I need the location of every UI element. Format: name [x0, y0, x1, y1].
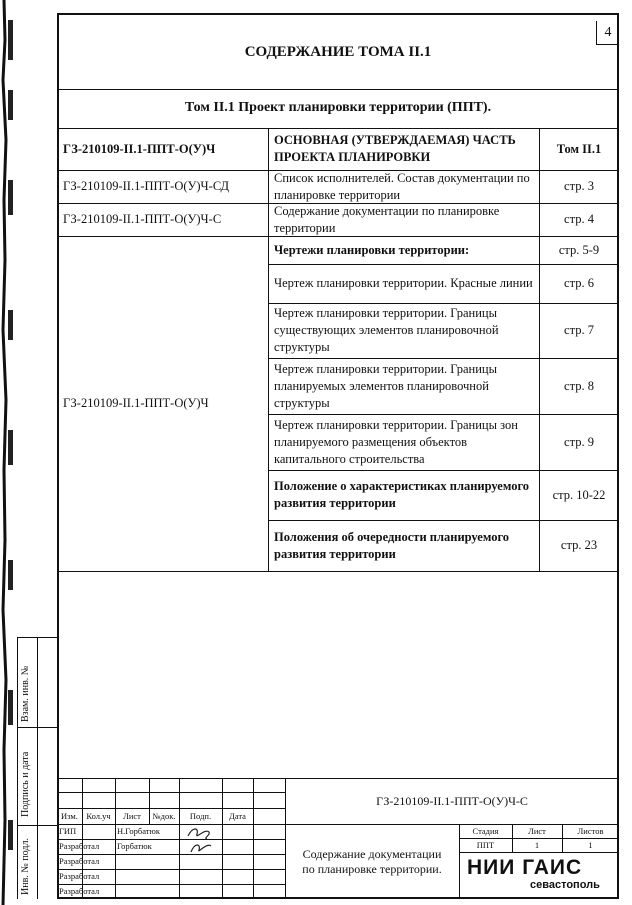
- group-row-page: стр. 6: [564, 276, 594, 290]
- group-row-page: стр. 10-22: [552, 487, 606, 502]
- stamp-doc-title: Содержание документации по планировке территории.: [302, 846, 442, 876]
- header-page: Том II.1: [556, 141, 602, 156]
- stamp-name: Горбатюк: [117, 841, 152, 851]
- header-code: ГЗ-210109-II.1-ППТ-О(У)Ч: [63, 141, 216, 156]
- side-label-podpis: Подпись и дата: [20, 751, 31, 817]
- group-row-text: Положение о характеристиках планируемого развития территории: [274, 479, 530, 510]
- stamp-role: Разработал: [59, 856, 100, 866]
- col-header: Подп.: [189, 810, 212, 821]
- group-code: ГЗ-210109-II.1-ППТ-О(У)Ч: [63, 396, 209, 410]
- col-header: Дата: [229, 810, 246, 821]
- group-row-text: Положения об очередности планируемого развития территории: [274, 529, 510, 561]
- sheet-value: 1: [534, 839, 540, 850]
- col-header: №док.: [152, 810, 176, 821]
- col-header: Изм.: [61, 810, 78, 821]
- divider: [57, 89, 619, 90]
- table-row-code: ГЗ-210109-II.1-ППТ-О(У)Ч-СД: [63, 179, 230, 193]
- group-row-text: Чертеж планировки территории. Красные линии: [274, 276, 533, 290]
- page-number: 4: [596, 21, 619, 45]
- sheets-value: 1: [588, 839, 593, 850]
- stamp-role: Разработал: [59, 841, 100, 851]
- group-row-page: стр. 9: [564, 434, 594, 449]
- contents-table: [57, 128, 619, 572]
- group-row-text: Чертеж планировки территории. Границы существующих элементов планировочной структуры: [274, 306, 499, 354]
- stamp-role: Разработал: [59, 886, 100, 896]
- binding-edge: [0, 0, 14, 905]
- group-row-page: стр. 5-9: [558, 242, 600, 257]
- group-row-page: стр. 23: [560, 538, 598, 552]
- stage-label: Стадия: [472, 825, 499, 836]
- table-row-page: стр. 4: [564, 212, 594, 226]
- stamp-role: ГИП: [59, 826, 77, 836]
- group-row-page: стр. 7: [564, 323, 594, 337]
- sheets-label: Листов: [577, 825, 604, 836]
- table-row-page: стр. 3: [564, 179, 594, 193]
- side-label-inv: Инв. № подл.: [20, 838, 31, 895]
- sheet-label: Лист: [528, 825, 546, 836]
- table-row-text: Содержание документации по планировке территории: [274, 203, 500, 235]
- group-row-page: стр. 8: [564, 378, 594, 393]
- side-label-vzam: Взам. инв. №: [20, 665, 31, 722]
- title-block: [57, 778, 619, 899]
- org-logo: [467, 856, 615, 896]
- volume-subtitle: Том II.1 Проект планировки территории (ППТ).: [184, 100, 492, 115]
- table-row-text: Список исполнителей. Состав документации по планировке территории: [274, 170, 530, 202]
- header-section: ОСНОВНАЯ (УТВЕРЖДАЕМАЯ) ЧАСТЬ ПРОЕКТА ПЛАНИРОВКИ: [274, 133, 516, 164]
- stamp-role: Разработал: [59, 871, 100, 881]
- group-row-text: Чертеж планировки территории. Границы зон планируемого размещения объектов капитального строительства: [274, 417, 518, 466]
- stamp-name: Н.Горбатюк: [117, 826, 161, 836]
- table-row-code: ГЗ-210109-II.1-ППТ-О(У)Ч-С: [63, 212, 222, 226]
- col-header: Лист: [123, 810, 141, 821]
- org-logo-main: НИИ ГАИС: [467, 856, 583, 879]
- page-title: СОДЕРЖАНИЕ ТОМА II.1: [244, 44, 432, 60]
- side-label-strip: [17, 637, 57, 899]
- group-row-text: Чертеж планировки территории. Границы планируемых элементов планировочной структуры: [274, 361, 498, 410]
- group-row-text: Чертежи планировки территории:: [274, 242, 470, 257]
- signature-image: [185, 824, 215, 856]
- org-logo-sub: севастополь: [530, 879, 600, 891]
- stamp-doc-code: ГЗ-210109-II.1-ППТ-О(У)Ч-С: [376, 793, 528, 808]
- stage-value: ППТ: [476, 839, 495, 850]
- col-header: Кол.уч: [86, 810, 111, 821]
